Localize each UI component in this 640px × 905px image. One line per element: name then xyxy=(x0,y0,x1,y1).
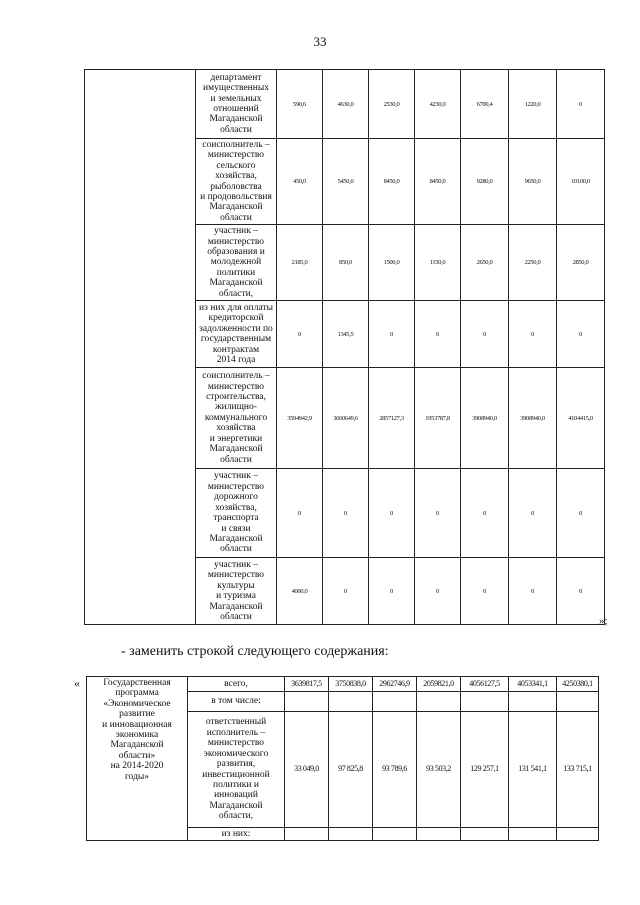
resource-table-previous xyxy=(84,69,605,625)
value-cell: 129 257,1 xyxy=(461,712,509,828)
value-cell: 0 xyxy=(557,301,605,368)
value-cell xyxy=(329,692,373,712)
table-row xyxy=(85,70,605,139)
value-cell xyxy=(509,692,557,712)
row-label: ответственный исполнитель – министерство экономического развития, инвестиционной политики и инноваций Магаданской области, xyxy=(188,712,285,828)
value-cell: 0 xyxy=(509,558,557,625)
value-cell: 0 xyxy=(461,469,509,558)
value-cell: 2059821,0 xyxy=(417,677,461,692)
row-description: участник – министерство культуры и туризма Магаданской области xyxy=(196,558,277,625)
value-cell xyxy=(461,828,509,841)
value-cell: 1345,5 xyxy=(323,301,369,368)
value-cell: 93 789,6 xyxy=(373,712,417,828)
closing-quote: »; xyxy=(599,615,608,627)
value-cell xyxy=(373,692,417,712)
value-cell xyxy=(509,828,557,841)
value-cell: 2250,0 xyxy=(509,225,557,301)
value-cell xyxy=(417,692,461,712)
value-cell: 93 503,2 xyxy=(417,712,461,828)
program-name: Государственная программа «Экономическое развитие и инновационная экономика Магаданской области» на 2014-2020 годы» xyxy=(87,677,188,841)
opening-quote: « xyxy=(74,676,80,690)
row-description: департамент имущественных и земельных отношений Магаданской области xyxy=(196,70,277,139)
value-cell: 850,0 xyxy=(323,225,369,301)
value-cell: 0 xyxy=(415,301,461,368)
value-cell: 0 xyxy=(369,301,415,368)
value-cell: 0 xyxy=(509,301,557,368)
value-cell: 1500,0 xyxy=(369,225,415,301)
value-cell: 2530,0 xyxy=(369,70,415,139)
value-cell: 4230,0 xyxy=(415,70,461,139)
value-cell: 0 xyxy=(509,469,557,558)
value-cell: 0 xyxy=(277,301,323,368)
empty-program-cell xyxy=(85,70,196,625)
value-cell: 2962746,9 xyxy=(373,677,417,692)
value-cell xyxy=(557,692,599,712)
value-cell: 3908940,0 xyxy=(509,368,557,469)
value-cell: 0 xyxy=(323,558,369,625)
row-description: соисполнитель – министерство сельского хозяйства, рыболовства и продовольствия Магаданской области xyxy=(196,139,277,225)
amendment-instruction: - заменить строкой следующего содержания: xyxy=(121,644,389,659)
row-description: участник – министерство образования и молодежной политики Магаданской области, xyxy=(196,225,277,301)
value-cell: 3750838,0 xyxy=(329,677,373,692)
row-description: соисполнитель – министерство строительства, жилищно- коммунального хозяйства и энергетики Магаданской области xyxy=(196,368,277,469)
value-cell: 9650,0 xyxy=(509,139,557,225)
value-cell: 0 xyxy=(415,469,461,558)
value-cell: 3908940,0 xyxy=(461,368,509,469)
value-cell xyxy=(557,828,599,841)
value-cell: 10100,0 xyxy=(557,139,605,225)
row-description: участник – министерство дорожного хозяйства, транспорта и связи Магаданской области xyxy=(196,469,277,558)
value-cell: 0 xyxy=(369,558,415,625)
row-label: из них: xyxy=(188,828,285,841)
page-number: 33 xyxy=(313,34,327,49)
value-cell: 4104415,0 xyxy=(557,368,605,469)
value-cell xyxy=(373,828,417,841)
value-cell: 4250380,1 xyxy=(557,677,599,692)
value-cell: 33 049,0 xyxy=(285,712,329,828)
value-cell: 2850,0 xyxy=(557,225,605,301)
value-cell: 2650,0 xyxy=(461,225,509,301)
value-cell: 0 xyxy=(415,558,461,625)
value-cell: 4053341,1 xyxy=(509,677,557,692)
value-cell: 6700,4 xyxy=(461,70,509,139)
value-cell: 4056127,5 xyxy=(461,677,509,692)
value-cell xyxy=(329,828,373,841)
value-cell: 9280,0 xyxy=(461,139,509,225)
value-cell: 4630,0 xyxy=(323,70,369,139)
value-cell: 131 541,1 xyxy=(509,712,557,828)
value-cell: 4000,0 xyxy=(277,558,323,625)
value-cell: 450,0 xyxy=(277,139,323,225)
value-cell: 1220,0 xyxy=(509,70,557,139)
value-cell: 3594942,9 xyxy=(277,368,323,469)
value-cell: 0 xyxy=(461,558,509,625)
row-label: всего, xyxy=(188,677,285,692)
value-cell: 590,6 xyxy=(277,70,323,139)
value-cell: 0 xyxy=(369,469,415,558)
value-cell: 0 xyxy=(461,301,509,368)
value-cell: 0 xyxy=(557,70,605,139)
value-cell: 2185,0 xyxy=(277,225,323,301)
value-cell xyxy=(417,828,461,841)
value-cell: 0 xyxy=(277,469,323,558)
value-cell: 5450,0 xyxy=(323,139,369,225)
value-cell: 3660649,6 xyxy=(323,368,369,469)
value-cell: 0 xyxy=(557,469,605,558)
value-cell xyxy=(285,828,329,841)
value-cell xyxy=(461,692,509,712)
value-cell: 97 825,8 xyxy=(329,712,373,828)
value-cell: 1953787,8 xyxy=(415,368,461,469)
row-label: в том числе: xyxy=(188,692,285,712)
value-cell: 133 715,1 xyxy=(557,712,599,828)
table-row xyxy=(87,677,599,692)
value-cell: 8450,0 xyxy=(415,139,461,225)
value-cell: 8450,0 xyxy=(369,139,415,225)
value-cell: 3639817,5 xyxy=(285,677,329,692)
value-cell: 2857127,3 xyxy=(369,368,415,469)
value-cell: 1150,0 xyxy=(415,225,461,301)
value-cell: 0 xyxy=(323,469,369,558)
value-cell xyxy=(285,692,329,712)
row-description: из них для оплаты кредиторской задолженности по государственным контрактам 2014 года xyxy=(196,301,277,368)
program-table-replacement xyxy=(86,676,599,841)
value-cell: 0 xyxy=(557,558,605,625)
